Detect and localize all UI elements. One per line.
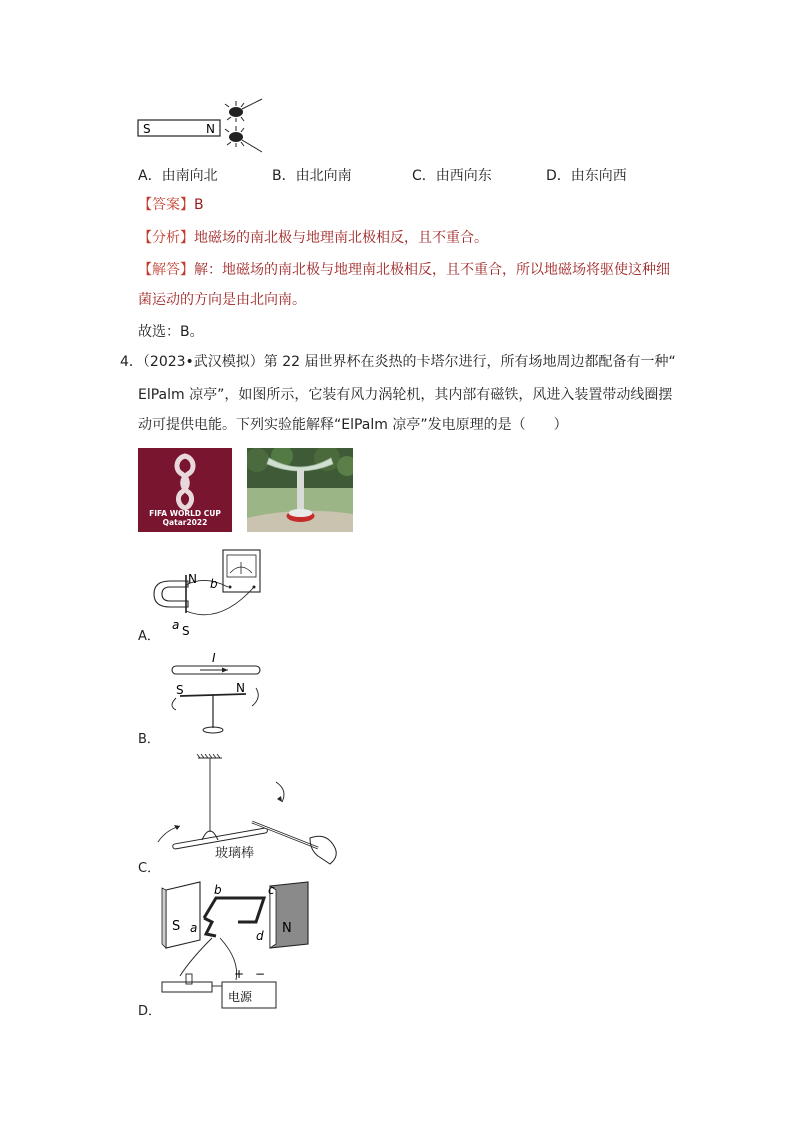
q4-option-d-label[interactable]: D． [138,1004,162,1019]
svg-text:−: − [255,967,266,981]
q3-answer: 【答案】B [138,197,204,213]
svg-text:N: N [282,921,292,936]
logo-text: FIFA WORLD CUP Qatar2022 [149,509,221,527]
coil-abcd [204,898,264,922]
q3-solution-line2: 菌运动的方向是由北向南。 [138,292,306,308]
glass-rod-label: 玻璃棒 [215,846,255,861]
q4-option-d-figure [160,878,320,1013]
q3-option-c[interactable]: C．由西向东 [412,168,492,184]
magnet-s-label: S [143,122,151,136]
elpalm-pavilion-photo [247,448,353,532]
q4-line1: 4．（2023•武汉模拟）第 22 届世界杯在炎热的卡塔尔进行，所有场地周边都配备有一种“ [120,354,676,370]
svg-text:S: S [176,683,184,697]
switch-icon [162,982,212,992]
svg-text:+: + [234,967,245,981]
u-magnet-icon [154,581,188,607]
q3-choice: 故选：B。 [138,324,204,340]
svg-text:N: N [236,681,245,695]
q4-option-c-label[interactable]: C． [138,861,161,876]
svg-text:S: S [172,919,181,934]
q3-option-d[interactable]: D．由东向西 [546,168,627,184]
svg-text:a: a [172,618,180,632]
svg-text:a: a [190,921,198,935]
svg-text:d: d [256,929,264,943]
q3-option-b[interactable]: B．由北向南 [272,168,352,184]
svg-text:S: S [182,624,190,635]
q4-option-b-label[interactable]: B． [138,732,160,747]
q3-magnet-figure [135,95,270,155]
svg-text:I: I [212,651,216,665]
bacterium-icon [225,99,262,122]
q3-analysis: 【分析】地磁场的南北极与地理南北极相反，且不重合。 [138,230,488,246]
svg-text:电源: 电源 [228,990,253,1004]
magnet-n-label: N [206,122,215,136]
rotation-arrow-icon [172,688,258,710]
hand-icon [310,836,336,864]
q4-line2: ElPalm 凉亭”，如图所示，它装有风力涡轮机，其内部有磁铁，风进入装置带动线圈摆 [138,387,673,403]
q4-option-a-figure [150,545,265,635]
svg-text:c: c [268,883,275,897]
q4-line3: 动可提供电能。下列实验能解释“ElPalm 凉亭”发电原理的是（ ） [138,417,568,433]
svg-text:b: b [210,577,218,591]
q3-solution-line1: 【解答】解：地磁场的南北极与地理南北极相反，且不重合，所以地磁场将驱使这种细 [138,262,670,278]
bacterium-icon [225,126,262,152]
q3-option-a[interactable]: A．由南向北 [138,168,218,184]
q4-option-b-figure [160,648,275,738]
svg-text:b: b [214,883,222,897]
svg-text:N: N [188,572,197,586]
magnet-s-pole [166,882,200,948]
q4-option-a-label[interactable]: A． [138,629,160,644]
fifa-world-cup-logo [138,448,232,532]
